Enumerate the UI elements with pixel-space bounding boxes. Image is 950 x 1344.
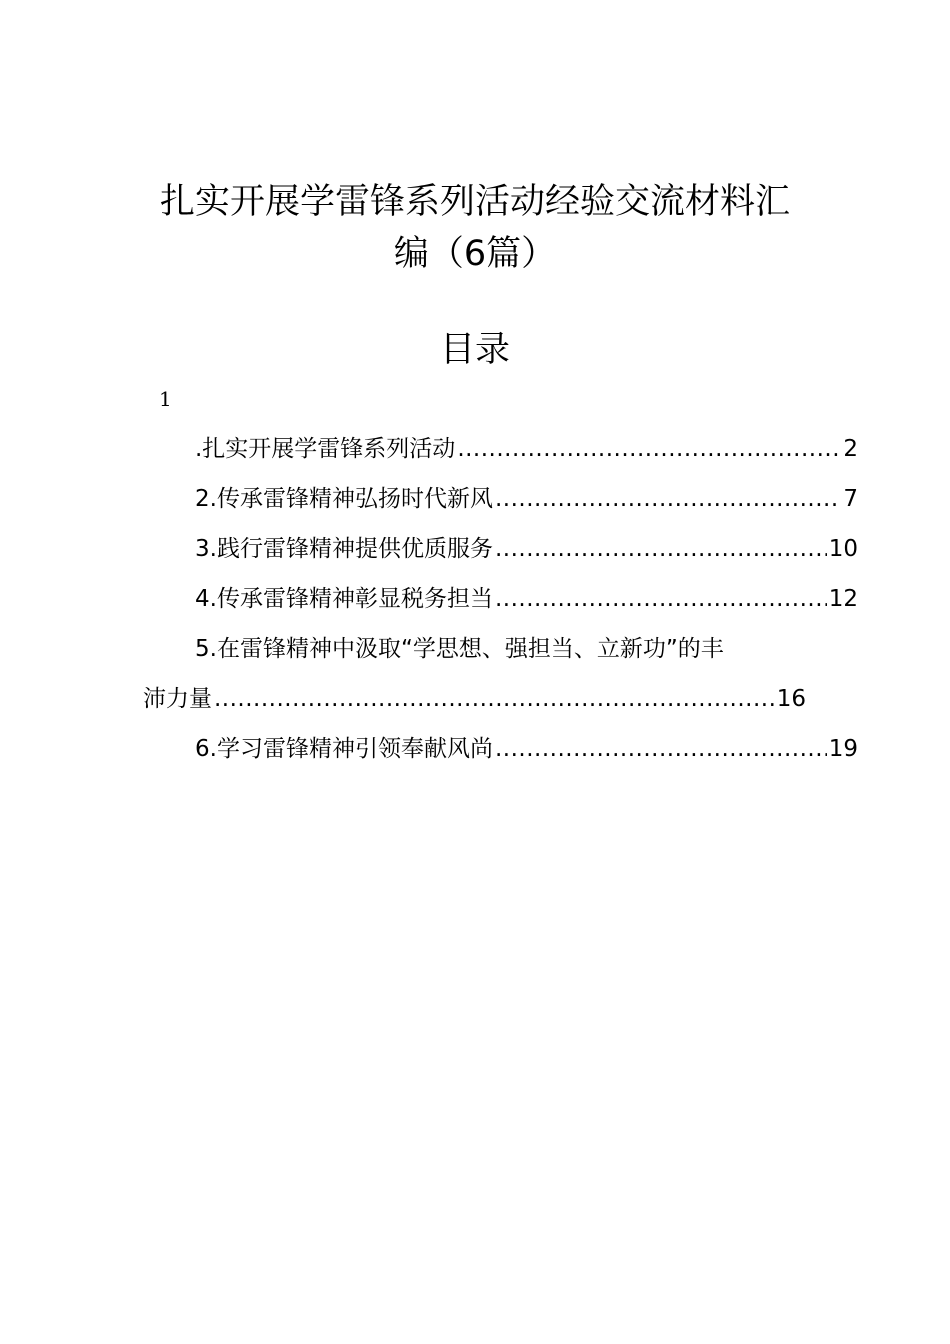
toc-page-number: 16 xyxy=(776,686,806,712)
toc-leader-dots xyxy=(495,524,827,574)
toc-entry-text: 4.传承雷锋精神彰显税务担当 xyxy=(195,586,493,612)
toc-entry-text: 6.学习雷锋精神引领奉献风尚 xyxy=(195,736,493,762)
document-title-line-2: 编（6篇） xyxy=(393,234,557,274)
toc-page-number: 10 xyxy=(828,536,858,562)
toc-page-number: 12 xyxy=(828,586,858,612)
document-title-line-1: 扎实开展学雷锋系列活动经验交流材料汇 xyxy=(159,182,790,222)
toc-entry-3[interactable] xyxy=(143,524,858,574)
toc-entry-text: 2.传承雷锋精神弘扬时代新风 xyxy=(195,486,493,512)
toc-leader-dots xyxy=(457,424,841,474)
toc-entry-text: .扎实开展学雷锋系列活动 xyxy=(195,436,456,462)
toc-entry-1[interactable] xyxy=(143,424,858,474)
toc-leader-dots xyxy=(495,724,827,774)
toc-leader-dots xyxy=(495,474,841,524)
toc-entry-text-line-1: 5.在雷锋精神中汲取“学思想、强担当、立新功”的丰 xyxy=(195,636,724,662)
toc-leader-dots xyxy=(214,674,775,724)
toc-entry-5[interactable] xyxy=(143,624,806,724)
toc-entry-6[interactable] xyxy=(143,724,858,774)
page-marker: 1 xyxy=(159,387,172,411)
toc-entry-text-line-2: 沛力量 xyxy=(143,686,212,712)
toc-entry-text: 3.践行雷锋精神提供优质服务 xyxy=(195,536,493,562)
toc-heading: 目录 xyxy=(439,330,510,370)
toc-page-number: 2 xyxy=(843,436,858,462)
toc-page-number: 7 xyxy=(843,486,858,512)
toc-leader-dots xyxy=(495,574,827,624)
document-title xyxy=(140,176,810,280)
toc-entry-2[interactable] xyxy=(143,474,858,524)
toc-entry-4[interactable] xyxy=(143,574,858,624)
toc-page-number: 19 xyxy=(828,736,858,762)
